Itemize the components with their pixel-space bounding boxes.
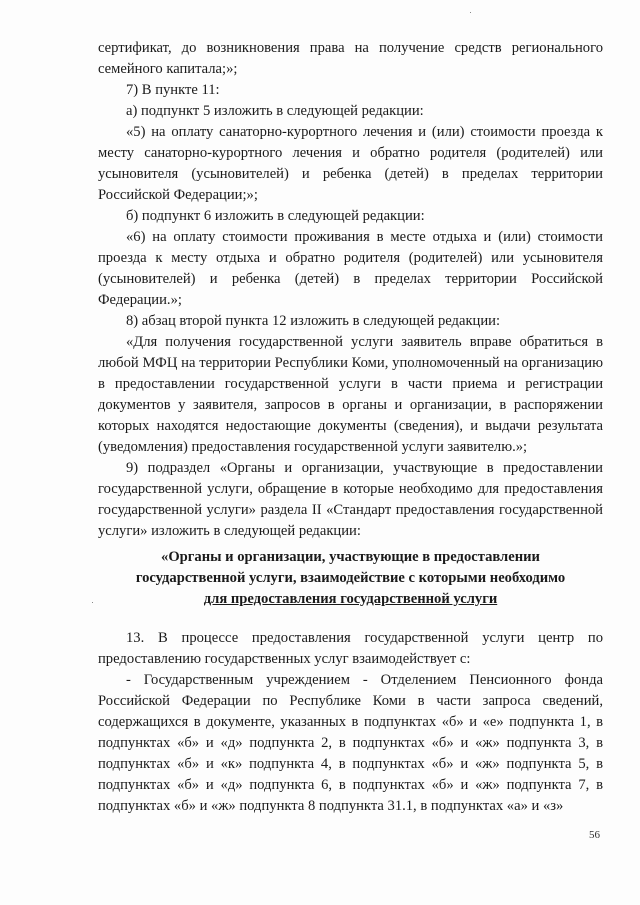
body-text-bottom: [98, 628, 603, 817]
paragraph: «6) на оплату стоимости проживания в месте отдыха и (или) стоимости проезда к месту отдыха и обратно родителя (родителей) или усыновителя (усыновителей) и ребенка (детей) в пределах территории Российской Федерации.»;: [98, 229, 603, 308]
scan-speck: [92, 602, 93, 603]
heading-line: «Органы и организации, участвующие в предоставлении: [161, 549, 540, 565]
paragraph: - Государственным учреждением - Отделением Пенсионного фонда Российской Федерации по Республике Коми в части запроса сведений, содержащихся в документе, указанных в подпунктах «б» и «е» подпункта 1, в подпунктах «б» и «д» подпункта 2, в подпунктах «б» и «ж» подпункта 3, в подпунктах «б» и «к» подпункта 4, в подпунктах «б» и «ж» подпункта 5, в подпунктах «б» и «д» подпункта 6, в подпунктах «б» и «ж» подпункта 7, в подпунктах «б» и «ж» подпункта 8 подпункта 31.1, в подпунктах «а» и «з»: [98, 672, 603, 814]
section-heading: [98, 547, 603, 610]
paragraph: а) подпункт 5 изложить в следующей редакции:: [126, 103, 424, 119]
paragraph: б) подпункт 6 изложить в следующей редакции:: [126, 208, 425, 224]
paragraph: «Для получения государственной услуги заявитель вправе обратиться в любой МФЦ на территории Республики Коми, уполномоченный на организацию в предоставлении государственной услуги в части приема и регистрации документов у заявителя, запросов в органы и организации, в распоряжении которых находятся недостающие документы (сведения), и выдачи результата (уведомления) предоставления государственной услуги заявителю.»;: [98, 334, 603, 455]
paragraph: «5) на оплату санаторно-курортного лечения и (или) стоимости проезда к месту санаторно-курортного лечения и обратно родителя (родителей) или усыновителя (усыновителей) и ребенка (детей) в пределах территории Российской Федерации;»;: [98, 124, 603, 203]
paragraph: сертификат, до возникновения права на получение средств регионального семейного капитала;»;: [98, 40, 603, 77]
paragraph: 7) В пункте 11:: [126, 82, 220, 98]
paragraph: 9) подраздел «Органы и организации, участвующие в предоставлении государственной услуги, обращение в которые необходимо для предоставления государственной услуги» раздела II «Стандарт предоставления государственной услуги» изложить в следующей редакции:: [98, 460, 603, 539]
paragraph: 8) абзац второй пункта 12 изложить в следующей редакции:: [126, 313, 501, 329]
heading-line: государственной услуги, взаимодействие с которыми необходимо: [135, 570, 566, 586]
scan-speck: [470, 12, 471, 13]
paragraph: 13. В процессе предоставления государственной услуги центр по предоставлению государственных услуг взаимодействует с:: [98, 630, 603, 667]
body-text-top: [98, 38, 603, 542]
heading-line: для предоставления государственной услуги: [203, 591, 498, 607]
page-number: 56: [589, 829, 600, 841]
